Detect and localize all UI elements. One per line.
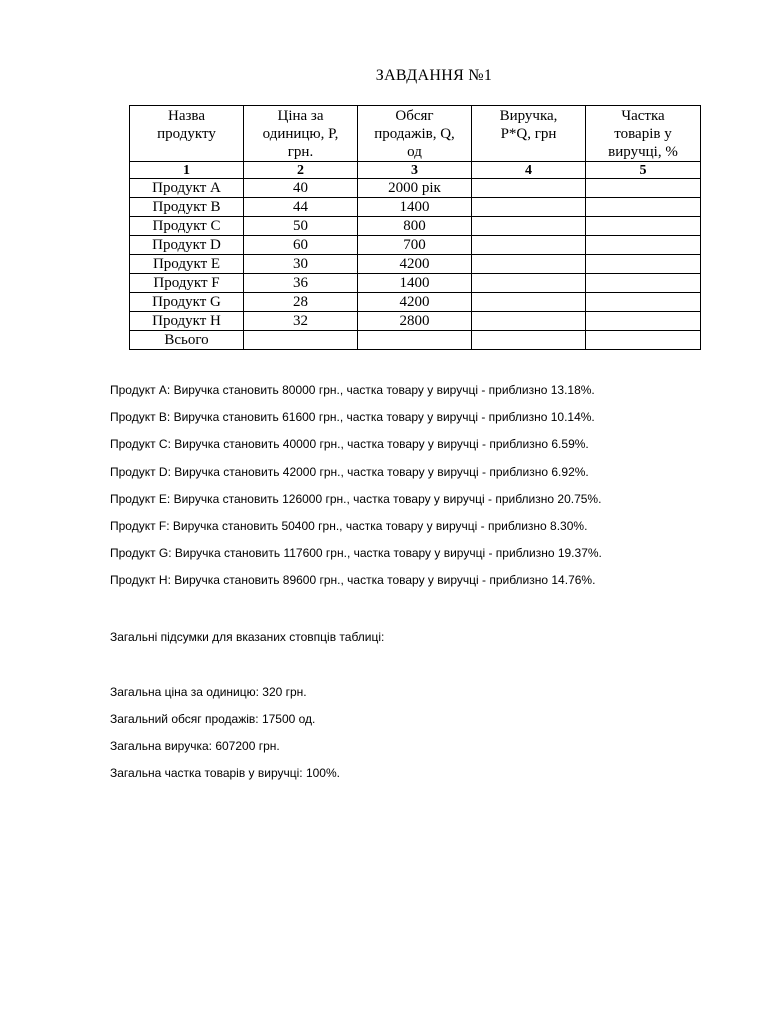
revenue-share-cell xyxy=(586,179,701,198)
total-label-cell: Всього xyxy=(130,331,244,350)
unit-price-cell: 30 xyxy=(244,255,358,274)
product-name-cell: Продукт Е xyxy=(130,255,244,274)
revenue-cell xyxy=(472,312,586,331)
total-revenue-cell xyxy=(472,331,586,350)
revenue-cell xyxy=(472,179,586,198)
table-total-row xyxy=(130,331,701,350)
unit-price-cell: 32 xyxy=(244,312,358,331)
unit-price-cell: 60 xyxy=(244,236,358,255)
table-row xyxy=(130,255,701,274)
column-number: 3 xyxy=(358,162,472,179)
column-number: 1 xyxy=(130,162,244,179)
unit-price-cell: 40 xyxy=(244,179,358,198)
unit-price-cell: 36 xyxy=(244,274,358,293)
summary-line: Загальна виручка: 607200 грн. xyxy=(110,739,280,753)
product-name-cell: Продукт В xyxy=(130,198,244,217)
table-header-row xyxy=(130,106,701,162)
sales-volume-cell: 1400 xyxy=(358,274,472,293)
sales-volume-cell: 4200 xyxy=(358,293,472,312)
answers-list xyxy=(110,382,602,600)
column-number: 4 xyxy=(472,162,586,179)
sales-volume-cell: 4200 xyxy=(358,255,472,274)
table-row xyxy=(130,312,701,331)
summary-line: Загальний обсяг продажів: 17500 од. xyxy=(110,712,316,726)
answer-line: Продукт B: Виручка становить 61600 грн., частка товару у виручці - приблизно 10.14%. xyxy=(110,410,595,425)
sales-volume-cell: 1400 xyxy=(358,198,472,217)
unit-price-cell: 50 xyxy=(244,217,358,236)
revenue-cell xyxy=(472,217,586,236)
header-sales-volume: Обсяг продажів, Q, од xyxy=(358,106,472,162)
revenue-share-cell xyxy=(586,198,701,217)
revenue-cell xyxy=(472,293,586,312)
task-table xyxy=(129,105,701,350)
answer-line: Продукт G: Виручка становить 117600 грн., частка товару у виручці - приблизно 19.37%. xyxy=(110,546,602,561)
header-unit-price: Ціна за одиницю, Р, грн. xyxy=(244,106,358,162)
table-row xyxy=(130,179,701,198)
header-revenue-share: Частка товарів у виручці, % xyxy=(586,106,701,162)
sales-volume-cell: 2000 рік xyxy=(358,179,472,198)
revenue-share-cell xyxy=(586,217,701,236)
revenue-share-cell xyxy=(586,255,701,274)
product-name-cell: Продукт F xyxy=(130,274,244,293)
total-sales-volume-cell xyxy=(358,331,472,350)
answer-line: Продукт F: Виручка становить 50400 грн., частка товару у виручці - приблизно 8.30%. xyxy=(110,518,588,533)
total-unit-price-cell xyxy=(244,331,358,350)
product-name-cell: Продукт D xyxy=(130,236,244,255)
revenue-share-cell xyxy=(586,312,701,331)
product-name-cell: Продукт Н xyxy=(130,312,244,331)
summary-line: Загальна частка товарів у виручці: 100%. xyxy=(110,766,340,780)
product-name-cell: Продукт С xyxy=(130,217,244,236)
product-name-cell: Продукт А xyxy=(130,179,244,198)
revenue-share-cell xyxy=(586,293,701,312)
answer-line: Продукт E: Виручка становить 126000 грн., частка товару у виручці - приблизно 20.75%. xyxy=(110,491,602,506)
revenue-cell xyxy=(472,236,586,255)
table-row xyxy=(130,293,701,312)
table-row xyxy=(130,236,701,255)
column-number: 5 xyxy=(586,162,701,179)
revenue-share-cell xyxy=(586,274,701,293)
answer-line: Продукт C: Виручка становить 40000 грн., частка товару у виручці - приблизно 6.59%. xyxy=(110,437,589,452)
unit-price-cell: 28 xyxy=(244,293,358,312)
product-name-cell: Продукт G xyxy=(130,293,244,312)
header-product-name: Назва продукту xyxy=(130,106,244,162)
page-title: ЗАВДАННЯ №1 xyxy=(375,67,493,84)
answer-line: Продукт D: Виручка становить 42000 грн., частка товару у виручці - приблизно 6.92%. xyxy=(110,464,589,479)
unit-price-cell: 44 xyxy=(244,198,358,217)
revenue-cell xyxy=(472,198,586,217)
answer-line: Продукт A: Виручка становить 80000 грн., частка товару у виручці - приблизно 13.18%. xyxy=(110,383,595,397)
total-revenue-share-cell xyxy=(586,331,701,350)
summary-heading: Загальні підсумки для вказаних стовпців таблиці: xyxy=(110,630,385,644)
header-revenue: Виручка, P*Q, грн xyxy=(472,106,586,162)
table-row xyxy=(130,198,701,217)
revenue-share-cell xyxy=(586,236,701,255)
answer-line: Продукт H: Виручка становить 89600 грн., частка товару у виручці - приблизно 14.76%. xyxy=(110,573,596,588)
revenue-cell xyxy=(472,274,586,293)
column-number-row xyxy=(130,162,701,179)
table-row xyxy=(130,217,701,236)
sales-volume-cell: 2800 xyxy=(358,312,472,331)
summary-list xyxy=(110,684,340,792)
column-number: 2 xyxy=(244,162,358,179)
summary-line: Загальна ціна за одиницю: 320 грн. xyxy=(110,685,307,699)
revenue-cell xyxy=(472,255,586,274)
table-row xyxy=(130,274,701,293)
sales-volume-cell: 800 xyxy=(358,217,472,236)
sales-volume-cell: 700 xyxy=(358,236,472,255)
